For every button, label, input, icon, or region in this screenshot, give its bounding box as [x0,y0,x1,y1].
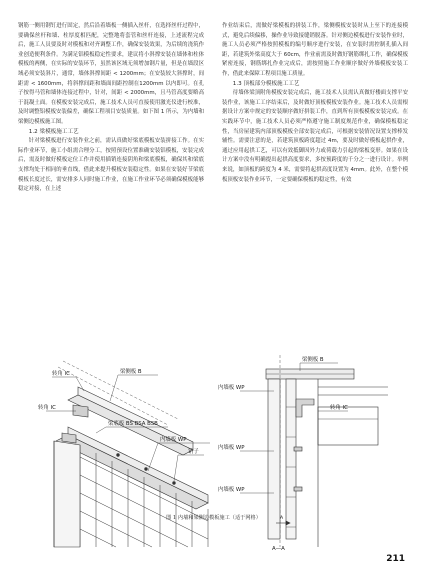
paragraph: 作业结束后，需做好梁模板的拼装工作，梁侧模板安装时从上至下的连接模式，避免后续偏移，操作业导致接缝销脱落。针对侧边模板进行安装作业时，施工人员必须严格按照模板的编号顺序进行安装，在安装时需控制孔插入间距，若建筑外梁高度大于 60cm，作业前需及时做好钢筋绑扎工作，确保模板紧密连接，钢筋绑扎作业完成后，需按照施工作业顺序做好外墙模板安装工作，借此来保障工程项目施工质量。 [222,23,408,77]
label-right-inner-wall-mid: 内墙板 WP [218,445,245,451]
label-beam-bottom: 梁底板 BS BSA BSB [108,421,158,427]
figure-1 [18,347,408,553]
label-corner-angle: 转角 IC [52,371,70,377]
page-number: 211 [386,554,405,564]
label-corner-angle-2: 转角 IC [38,405,56,411]
label-right-inner-wall-bottom: 内墙板 WP [218,487,245,493]
label-pin: 销子 [188,449,199,455]
formwork-drawing [18,347,408,553]
paragraph: 针对梁模板进行安装作业之前，需认真做好梁底模板安装拼接工作。在实际作业环节，施工小组需合理分工，按照预设位置准确安装铝模板，安装完成后，需及时做好模板定位工作并使用插销连接阴角和梁底模板，确保其和梁底支撑均处于相同的垂直线，借此来提升模板安装稳定性。如果在安装好节梁底模板长度过长，需安排多人同时施工作业，在施工作业环节必须确保模板能够稳定对接，在上述 [18,138,204,193]
label-section-mark: A [280,516,284,521]
right-column [222,22,408,342]
label-right-inner-wall-top: 内墙板 WP [218,385,245,391]
body-text [18,22,408,342]
section-heading: 1.2 梁模板施工工艺 [28,128,79,135]
figure-caption: 图 1 内墙和梁侧边模板施工（适于网格） [166,515,261,521]
paragraph: 钢筋一侧用钢钉进行固定，然后沿着墙板一侧插入丝杆，在选择丝杆过程中，要确保丝杆和墙、柱厚度相匹配，完整地将套管和丝杆连接，上述流程完成后，施工人员要及时对模板和对齐调整工作，确保安装效果，为后续的浇筑作业创造便利条件。为满足铝模板稳定性要求，建议将小斜撑安装在墙体和柱体模板的两侧，在实际的安装环节，虽然该区域无须增加钢片量，但是在墙段区域必须安装斜片，通常，墙体斜撑间距 < 1200mm；在安装较大斜撑时，间距需 < 1600mm，将斜撑间距和墙面间距控制在1200mm 以内即可。在孔子按得马管和墙体连接过程中，针对，间距 < 2000mm，且马管高度要略高于混凝土面。在模板安装完成后，施工技术人员可直接使用激光仪进行校准，及时调整铝模板安装偏差，确保工程项目安装质量。如下图 1 所示，为内墙和梁侧边模板施工图。 [18,23,204,125]
right-labels [218,355,348,552]
paragraph: 待墙体梁顶附角模板安装完成后，施工技术人员需认真做好楼面支撑平安装作业，该施工工序结束后，及时做好顶板模板安装作业。施工技术人员需根据设计方案中规定的安装顺序做好拼装工作，直到所有顶板模板安装完成。在实践环节中，施工技术人员必须严格遵守施工制度规范作业，确保模板稳定性，当房屋建筑内部顶板模板全部安装完成后，可根据安装情况设置支撑棒发辅性。需要注意的是，若建筑顶板跨度超过 4m，要及时做好模板起拱作业，通过应用起拱工艺，可以有效抵御因外力或荷载力引起的梁板变形。如果在设计方案中没有明确提出起拱高度要求，多按预跨度的千分之一进行设计。举例来说，如顶板的跨度为 4 米，需要将起拱高度设置为 4mm。此外，在整个模板顶板安装作业环节，一定要确保模板的稳定性，有效 [222,90,408,183]
label-inner-wall: 内墙板 WP [160,437,187,443]
left-column [18,22,204,342]
label-beam-side-board: 梁侧板 B [120,369,142,375]
section-heading: 1.3 顶板部分模板施工工艺 [232,80,300,87]
label-right-beam-side-board: 梁侧板 B [302,357,324,363]
label-section-title: A—A [272,546,285,552]
label-right-corner-angle: 转角 IC [330,405,348,411]
